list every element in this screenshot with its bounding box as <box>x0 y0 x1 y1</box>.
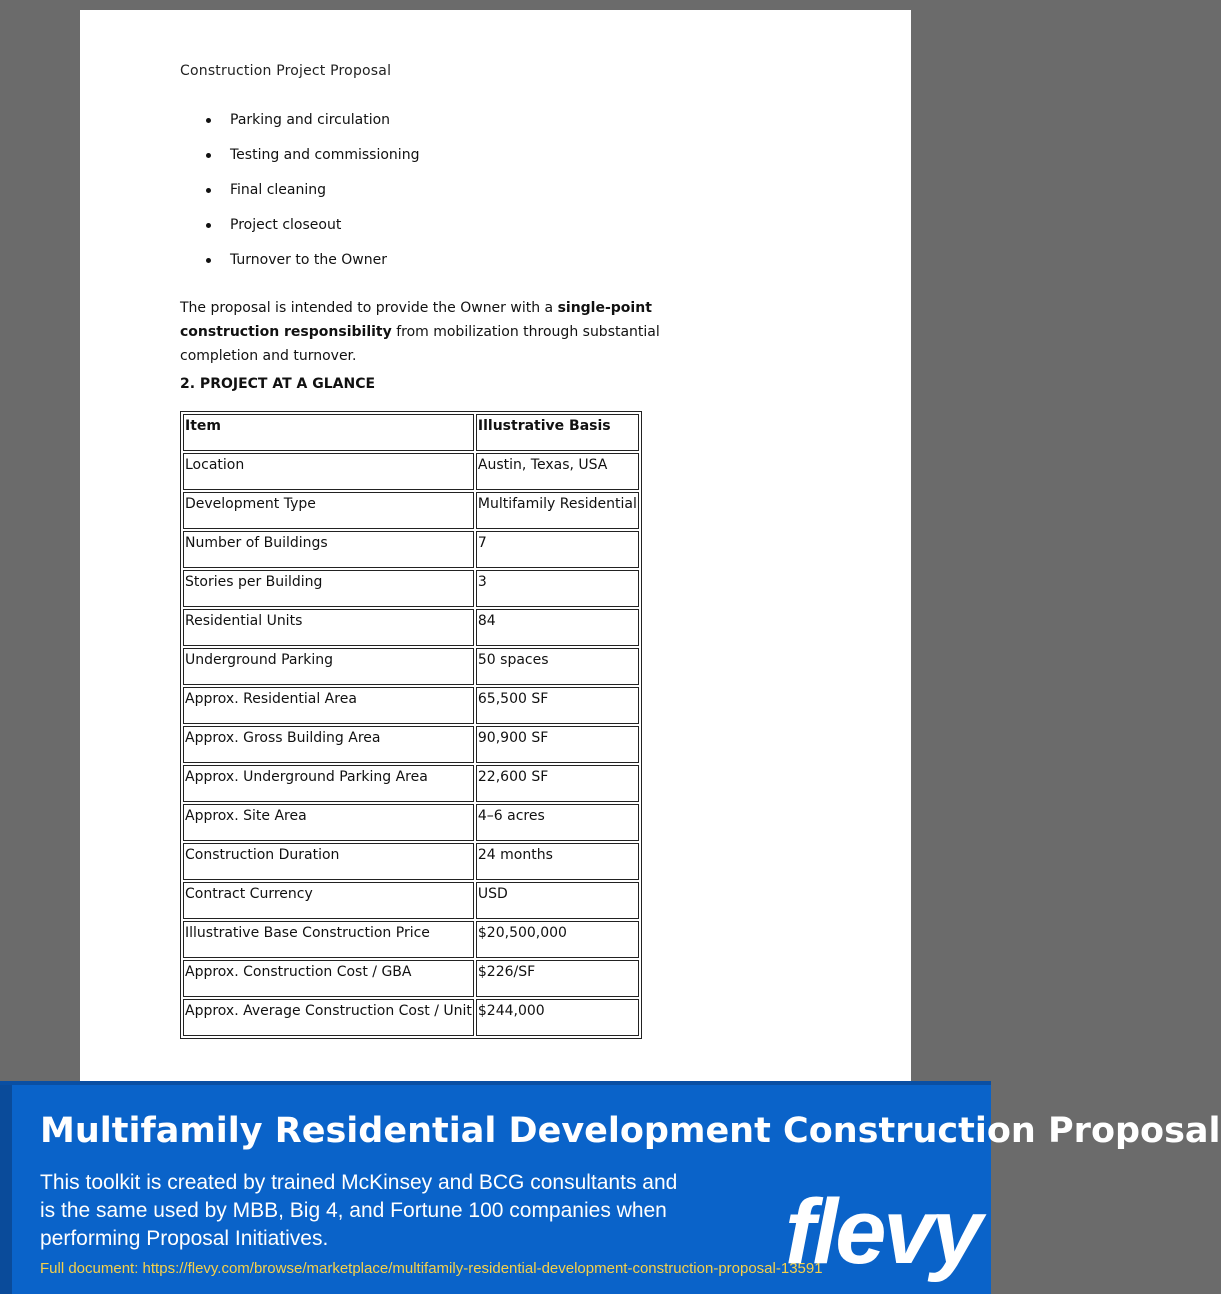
section-heading: 2. PROJECT AT A GLANCE <box>180 376 376 392</box>
table-cell-basis: $226/SF <box>476 960 639 997</box>
banner-accent-bar <box>0 1085 12 1294</box>
table-cell-basis: Multifamily Residential <box>476 492 639 529</box>
bullet-icon <box>206 258 211 263</box>
list-item <box>180 143 419 178</box>
document-header: Construction Project Proposal <box>180 63 392 79</box>
table-cell-item: Approx. Underground Parking Area <box>183 765 474 802</box>
table-cell-basis: $20,500,000 <box>476 921 639 958</box>
table-cell-basis: 22,600 SF <box>476 765 639 802</box>
table-row <box>183 687 639 724</box>
bullet-text: Testing and commissioning <box>230 147 420 163</box>
table-cell-basis: 90,900 SF <box>476 726 639 763</box>
table-row <box>183 960 639 997</box>
paragraph-text-end: from mobilization through substantial completion and turnover. <box>180 324 660 364</box>
bullet-icon <box>206 223 211 228</box>
banner-title: Multifamily Residential Development Construction Proposal <box>40 1111 1221 1151</box>
table-cell-item: Approx. Average Construction Cost / Unit <box>183 999 474 1036</box>
table-cell-item: Construction Duration <box>183 843 474 880</box>
bullet-list <box>180 108 419 283</box>
table-cell-basis: 24 months <box>476 843 639 880</box>
table-cell-item: Approx. Gross Building Area <box>183 726 474 763</box>
table-row <box>183 999 639 1036</box>
list-item <box>180 248 419 283</box>
table-cell-item: Stories per Building <box>183 570 474 607</box>
table-cell-item: Number of Buildings <box>183 531 474 568</box>
table-cell-basis: 84 <box>476 609 639 646</box>
table-cell-basis: Austin, Texas, USA <box>476 453 639 490</box>
bullet-icon <box>206 188 211 193</box>
full-document-link[interactable]: Full document: https://flevy.com/browse/marketplace/multifamily-residential-development-construction-proposal-13591 <box>40 1260 823 1277</box>
document-page <box>80 10 911 1090</box>
table-row <box>183 492 639 529</box>
table-row <box>183 648 639 685</box>
table-cell-basis: $244,000 <box>476 999 639 1036</box>
table-row <box>183 453 639 490</box>
bullet-text: Turnover to the Owner <box>230 252 387 268</box>
table-cell-item: Approx. Residential Area <box>183 687 474 724</box>
bullet-icon <box>206 153 211 158</box>
banner-description: This toolkit is created by trained McKinsey and BCG consultants and is the same used by MBB, Big 4, and Fortune 100 companies when performing Proposal Initiatives. <box>40 1171 678 1250</box>
table-cell-item: Approx. Site Area <box>183 804 474 841</box>
table-cell-item: Contract Currency <box>183 882 474 919</box>
table-cell-item: Residential Units <box>183 609 474 646</box>
project-glance-table <box>180 411 642 1039</box>
table-cell-basis: USD <box>476 882 639 919</box>
table-row <box>183 921 639 958</box>
column-header-basis: Illustrative Basis <box>476 414 639 451</box>
table-row <box>183 531 639 568</box>
paragraph-bold-text: single-point construction responsibility <box>180 300 652 340</box>
table-cell-item: Illustrative Base Construction Price <box>183 921 474 958</box>
table-row <box>183 882 639 919</box>
bullet-icon <box>206 118 211 123</box>
bullet-text: Project closeout <box>230 217 342 233</box>
paragraph-text: The proposal is intended to provide the Owner with a <box>180 300 558 316</box>
promo-banner <box>0 1081 1221 1294</box>
table-row <box>183 570 639 607</box>
table-cell-basis: 50 spaces <box>476 648 639 685</box>
table-cell-item: Approx. Construction Cost / GBA <box>183 960 474 997</box>
table-cell-basis: 4–6 acres <box>476 804 639 841</box>
table-row <box>183 609 639 646</box>
table-cell-basis: 65,500 SF <box>476 687 639 724</box>
table-cell-item: Location <box>183 453 474 490</box>
list-item <box>180 108 419 143</box>
table-row <box>183 765 639 802</box>
table-cell-item: Development Type <box>183 492 474 529</box>
bullet-text: Final cleaning <box>230 182 327 198</box>
table-row <box>183 843 639 880</box>
table-cell-item: Underground Parking <box>183 648 474 685</box>
table-row <box>183 804 639 841</box>
table-header-row <box>183 414 639 451</box>
table-cell-basis: 7 <box>476 531 639 568</box>
table-cell-basis: 3 <box>476 570 639 607</box>
flevy-logo: flevy <box>785 1181 980 1283</box>
column-header-item: Item <box>183 414 474 451</box>
list-item <box>180 178 419 213</box>
list-item <box>180 213 419 248</box>
intro-paragraph <box>180 296 740 368</box>
bullet-text: Parking and circulation <box>230 112 391 128</box>
table-row <box>183 726 639 763</box>
